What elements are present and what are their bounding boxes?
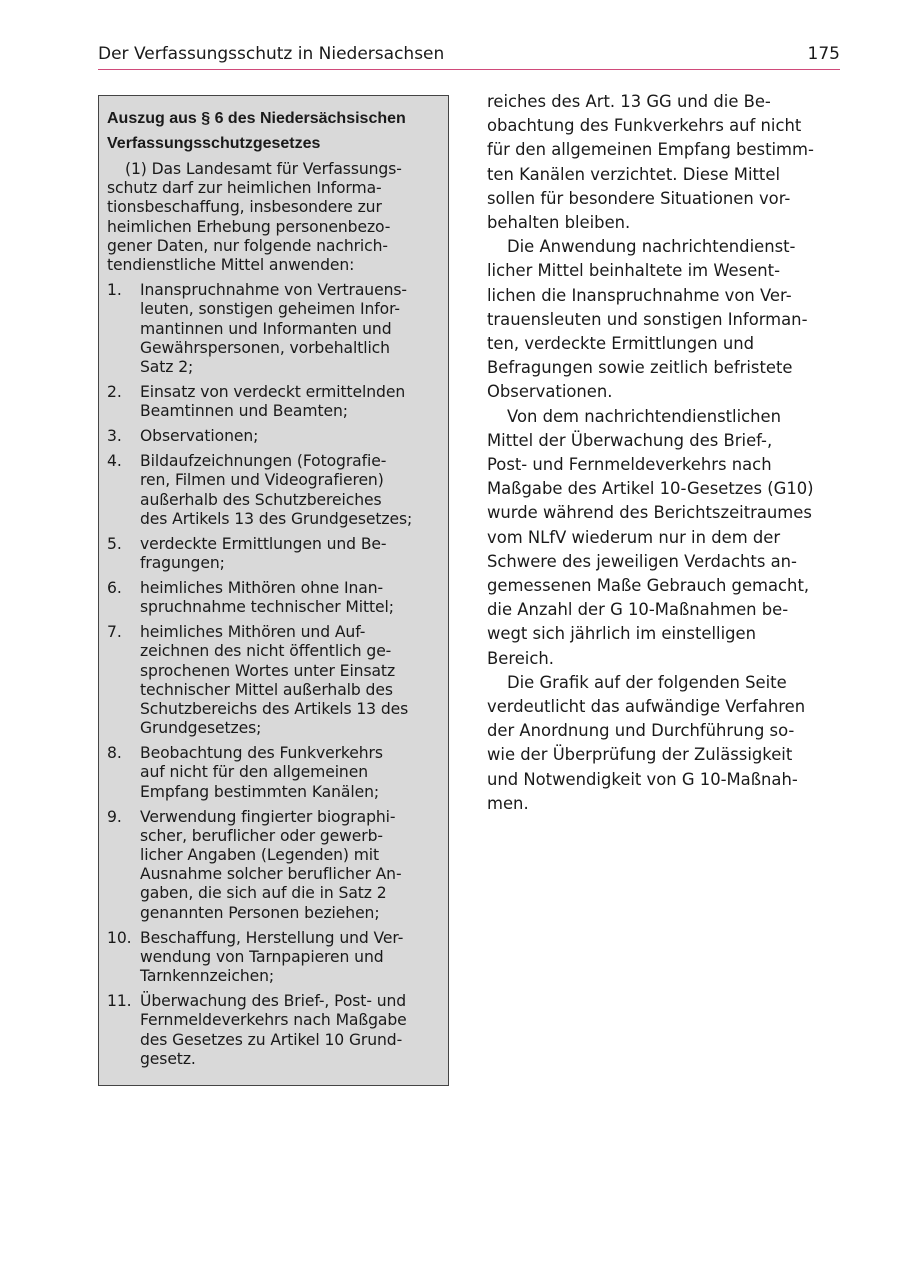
excerpt-intro xyxy=(107,160,440,275)
running-title: Der Verfassungsschutz in Niedersachsen xyxy=(98,44,445,64)
list-item-number: 2. xyxy=(107,383,122,402)
list-item-line: zeichnen des nicht öffentlich ge- xyxy=(140,642,392,661)
list-item xyxy=(107,992,440,1069)
list-item-line: leuten, sonstigen geheimen Infor- xyxy=(140,300,400,319)
intro-line: tendienstliche Mittel anwenden: xyxy=(107,256,355,275)
body-line: Schwere des jeweiligen Verdachts an- xyxy=(487,551,797,571)
list-item xyxy=(107,808,440,923)
list-item-line: Fernmeldeverkehrs nach Maßgabe xyxy=(140,1011,407,1030)
body-line: trauensleuten und sonstigen Informan- xyxy=(487,309,808,329)
body-line: vom NLfV wiederum nur in dem der xyxy=(487,527,781,547)
body-line: Observationen. xyxy=(487,382,613,402)
list-item-number: 4. xyxy=(107,452,122,471)
list-item-line: Gewährspersonen, vorbehaltlich xyxy=(140,338,390,357)
running-head xyxy=(98,44,840,70)
body-line: licher Mittel beinhaltete im Wesent- xyxy=(487,261,780,281)
list-item-line: Inanspruchnahme von Vertrauens- xyxy=(140,281,407,300)
body-line: für den allgemeinen Empfang bestimm- xyxy=(487,140,814,160)
body-paragraph xyxy=(487,90,842,235)
list-item-line: spruchnahme technischer Mittel; xyxy=(140,598,394,617)
page-number: 175 xyxy=(807,44,840,64)
body-line: reiches des Art. 13 GG und die Be- xyxy=(487,92,771,111)
body-line: Bereich. xyxy=(487,648,554,668)
excerpt-title xyxy=(107,106,440,156)
body-line: und Notwendigkeit von G 10-Maßnah- xyxy=(487,769,798,789)
list-item-line: außerhalb des Schutzbereiches xyxy=(140,490,382,509)
list-item-line: des Gesetzes zu Artikel 10 Grund- xyxy=(140,1030,403,1049)
body-line: sollen für besondere Situationen vor- xyxy=(487,188,791,208)
list-item-line: Ausnahme solcher beruflicher An- xyxy=(140,865,402,884)
body-line: wie der Überprüfung der Zulässigkeit xyxy=(487,745,793,765)
list-item-line: Bildaufzeichnungen (Fotografie- xyxy=(140,452,387,471)
intro-line: heimlichen Erhebung personenbezo- xyxy=(107,217,391,236)
list-item-number: 9. xyxy=(107,807,122,826)
body-line: Mittel der Überwachung des Brief-, xyxy=(487,430,773,450)
list-item-line: auf nicht für den allgemeinen xyxy=(140,763,368,782)
excerpt-title-line: Auszug aus § 6 des Niedersächsischen xyxy=(107,110,406,127)
list-item-line: Schutzbereichs des Artikels 13 des xyxy=(140,700,409,719)
list-item-line: Verwendung fingierter biographi- xyxy=(140,807,396,826)
list-item-line: gesetz. xyxy=(140,1049,196,1068)
list-item-number: 6. xyxy=(107,579,122,598)
intro-line: tionsbeschaffung, insbesondere zur xyxy=(107,198,382,217)
body-line: Post- und Fernmeldeverkehrs nach xyxy=(487,455,772,475)
list-item-number: 11. xyxy=(107,992,132,1011)
body-text-column xyxy=(487,90,842,816)
list-item-line: mantinnen und Informanten und xyxy=(140,319,392,338)
body-line: men. xyxy=(487,793,529,813)
list-item-line: heimliches Mithören ohne Inan- xyxy=(140,579,384,598)
list-item xyxy=(107,427,440,446)
list-item xyxy=(107,929,440,987)
list-item xyxy=(107,452,440,529)
body-line: lichen die Inanspruchnahme von Ver- xyxy=(487,285,792,305)
body-line: die Anzahl der G 10-Maßnahmen be- xyxy=(487,600,789,620)
list-item-line: verdeckte Ermittlungen und Be- xyxy=(140,534,387,553)
body-paragraph xyxy=(487,671,842,816)
list-item xyxy=(107,383,440,421)
excerpt-title-line: Verfassungsschutzgesetzes xyxy=(107,135,321,152)
body-paragraph xyxy=(487,235,842,404)
body-paragraph xyxy=(487,405,842,671)
list-item-line: Beamtinnen und Beamten; xyxy=(140,402,348,421)
list-item-number: 3. xyxy=(107,427,122,446)
body-line: wurde während des Berichtszeitraumes xyxy=(487,503,812,523)
list-item-line: Tarnkennzeichen; xyxy=(140,967,275,986)
list-item-number: 8. xyxy=(107,744,122,763)
body-line: ten, verdeckte Ermittlungen und xyxy=(487,334,755,354)
header-rule xyxy=(98,69,840,70)
body-line: Befragungen sowie zeitlich befristete xyxy=(487,358,793,378)
list-item-number: 10. xyxy=(107,928,132,947)
list-item xyxy=(107,535,440,573)
list-item-line: ren, Filmen und Videografieren) xyxy=(140,471,384,490)
list-item-line: wendung von Tarnpapieren und xyxy=(140,947,384,966)
list-item-line: gaben, die sich auf die in Satz 2 xyxy=(140,884,387,903)
list-item-line: genannten Personen beziehen; xyxy=(140,903,380,922)
list-item xyxy=(107,281,440,377)
body-line: gemessenen Maße Gebrauch gemacht, xyxy=(487,576,810,596)
list-item xyxy=(107,579,440,617)
body-line: wegt sich jährlich im einstelligen xyxy=(487,624,757,644)
body-line: Maßgabe des Artikel 10-Gesetzes (G10) xyxy=(487,479,814,499)
body-line: behalten bleiben. xyxy=(487,213,631,233)
list-item-number: 5. xyxy=(107,534,122,553)
list-item-line: Empfang bestimmten Kanälen; xyxy=(140,782,380,801)
body-line: verdeutlicht das aufwändige Verfahren xyxy=(487,697,806,717)
intro-line: schutz darf zur heimlichen Informa- xyxy=(107,179,382,198)
list-item-line: sprochenen Wortes unter Einsatz xyxy=(140,661,396,680)
list-item-number: 1. xyxy=(107,281,122,300)
list-item-line: Beobachtung des Funkverkehrs xyxy=(140,744,383,763)
list-item-line: Satz 2; xyxy=(140,358,194,377)
list-item xyxy=(107,744,440,802)
list-item-number: 7. xyxy=(107,623,122,642)
list-item-line: technischer Mittel außerhalb des xyxy=(140,680,393,699)
body-line: obachtung des Funkverkehrs auf nicht xyxy=(487,116,802,136)
list-item-line: Einsatz von verdeckt ermittelnden xyxy=(140,383,406,402)
list-item-line: des Artikels 13 des Grundgesetzes; xyxy=(140,509,413,528)
body-line: Die Grafik auf der folgenden Seite xyxy=(507,672,787,692)
body-line: der Anordnung und Durchführung so- xyxy=(487,721,795,741)
body-line: ten Kanälen verzichtet. Diese Mittel xyxy=(487,164,780,184)
body-line: Von dem nachrichtendienstlichen xyxy=(507,406,782,426)
list-item-line: scher, beruflicher oder gewerb- xyxy=(140,826,383,845)
list-item xyxy=(107,623,440,738)
list-item-line: Beschaffung, Herstellung und Ver- xyxy=(140,928,404,947)
list-item-line: Grundgesetzes; xyxy=(140,719,262,738)
list-item-line: fragungen; xyxy=(140,554,225,573)
law-excerpt-box xyxy=(98,95,449,1086)
intro-line: gener Daten, nur folgende nachrich- xyxy=(107,236,388,255)
list-item-line: Überwachung des Brief-, Post- und xyxy=(140,992,407,1011)
list-item-line: Observationen; xyxy=(140,427,259,446)
list-item-line: licher Angaben (Legenden) mit xyxy=(140,846,380,865)
list-item-line: heimliches Mithören und Auf- xyxy=(140,623,366,642)
intro-line: (1) Das Landesamt für Verfassungs- xyxy=(125,160,402,178)
body-line: Die Anwendung nachrichtendienst- xyxy=(507,237,796,257)
excerpt-list xyxy=(107,281,440,1069)
